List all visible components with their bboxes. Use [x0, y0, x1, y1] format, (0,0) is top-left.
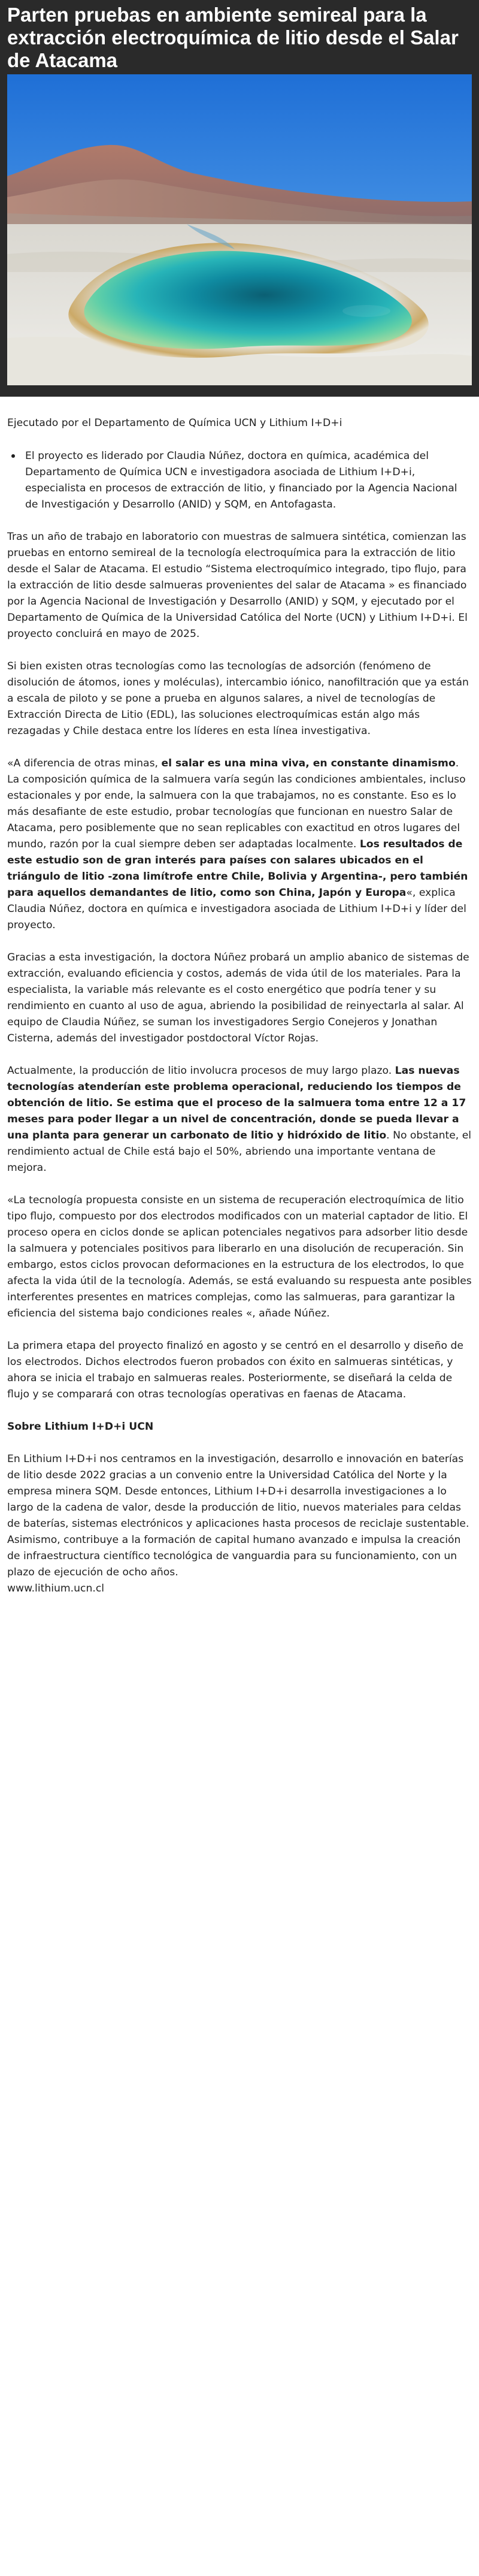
highlight-item: El proyecto es liderado por Claudia Núñez, doctora en química, académica del Departamento de Química UCN e investigadora asociada de Lithium I+D+i, especialista en procesos de extracción de litio, y financiado por la Agencia Nacional de Investigación y Desarrollo (ANID) y SQM, en Antofagasta.: [20, 448, 472, 513]
paragraph-7: La primera etapa del proyecto finalizó en agosto y se centró en el desarrollo y diseño de los electrodos. Dichos electrodos fueron probados con éxito en salmueras sintéticas, y ahora se inicia el trabajo en salmueras reales. Posteriormente, se diseñará la celda de flujo y se comparará con otras tecnologías operativas en faenas de Atacama.: [7, 1340, 463, 1400]
article-byline: Ejecutado por el Departamento de Química UCN y Lithium I+D+i: [7, 417, 342, 429]
highlight-list: [7, 448, 472, 513]
paragraph-5: [7, 1063, 472, 1176]
article-body: [0, 397, 479, 1597]
paragraph-8: En Lithium I+D+i nos centramos en la investigación, desarrollo e innovación en baterías de litio desde 2022 gracias a un convenio entre la Universidad Católica del Norte y la empresa minera SQM. Desde entonces, Lithium I+D+i desarrolla investigaciones a lo largo de la cadena de valor, desde la producción de litio, nuevos materiales para celdas de baterías, sistemas electrónicos y aplicaciones hasta procesos de reciclaje sustentable. Asimismo, contribuye a la formación de capital humano avanzado e impulsa la creación de infraestructura científico tecnológica de vanguardia para su funcionamiento, con un plazo de ejecución de ocho años.: [7, 1453, 469, 1578]
paragraph-1: Tras un año de trabajo en laboratorio con muestras de salmuera sintética, comienzan las pruebas en entorno semireal de la tecnología electroquímica para la extracción de litio desde el Salar de Atacama. El estudio “Sistema electroquímico integrado, tipo flujo, para la extracción de litio desde salmueras provenientes del salar de Atacama » es financiado por la Agencia Nacional de Investigación y Desarrollo (ANID) y SQM, y ejecutado por el Departamento de Química de la Universidad Católica del Norte (UCN) y Lithium I+D+i. El proyecto concluirá en mayo de 2025.: [7, 531, 468, 640]
salar-lagoon-image: [7, 74, 472, 385]
paragraph-3-c: . La composición química de la salmuera varía según las condiciones ambientales, incluso estacionales y por ende, la salmuera con la que trabajamos, no es constante. Eso es lo más desafiante de este estudio, probar tecnologías que funcionan en nuestro Salar de Atacama, pero posiblemente que no sean replicables con exactitud en otros lugares del mundo, razón por la cual siempre deben ser adaptadas localmente.: [7, 757, 466, 850]
paragraph-2: Si bien existen otras tecnologías como las tecnologías de adsorción (fenómeno de disolución de átomos, iones y moléculas), intercambio iónico, nanofiltración que ya están a escala de piloto y se pone a prueba en algunos salares, a nivel de tecnologías de Extracción Directa de Litio (EDL), las soluciones electroquímicas están algo más rezagadas y Chile destaca entre los líderes en esta línea investigativa.: [7, 660, 469, 737]
paragraph-3-bold-1: el salar es una mina viva, en constante dinamismo: [161, 757, 456, 769]
paragraph-5-bold: Las nuevas tecnologías atenderían este problema operacional, reduciendo los tiempos de obtención de litio. Se estima que el proceso de la salmuera toma entre 12 a 17 meses para poder llegar a un nivel de concentración, donde se pueda llevar a una planta para generar un carbonato de litio y hidróxido de litio: [7, 1065, 466, 1141]
article-header: [0, 0, 479, 397]
article-photo: [7, 74, 472, 385]
paragraph-5-c: . No obstante, el rendimiento actual de Chile está bajo el 50%, abriendo una importante ventana de mejora.: [7, 1130, 472, 1174]
paragraph-3: [7, 756, 472, 934]
paragraph-4: Gracias a esta investigación, la doctora Núñez probará un amplio abanico de sistemas de extracción, evaluando eficiencia y costos, además de vida útil de los materiales. Para la especialista, la variable más relevante es el costo energético que podría tener y su rendimiento en cuanto al uso de agua, abriendo la posibilidad de reinyectarla al salar. Al equipo de Claudia Núñez, se suman los investigadores Sergio Conejeros y Jonathan Cisterna, además del investigador postdoctoral Víctor Rojas.: [7, 952, 469, 1044]
paragraph-6: «La tecnología propuesta consiste en un sistema de recuperación electroquímica de litio tipo flujo, compuesto por dos electrodos modificados con un material captador de litio. El proceso opera en ciclos donde se aplican potenciales negativos para adsorber litio desde la salmuera y potenciales positivos para liberarlo en una disolución de recuperación. Sin embargo, estos ciclos provocan deformaciones en la estructura de los electrodos, lo que afecta la vida útil de la tecnología. Además, se está evaluando su respuesta ante posibles interferentes presentes en matrices complejas, como las salmueras, para garantizar la eficiencia del sistema bajo condiciones reales «, añade Núñez.: [7, 1194, 472, 1319]
website-link[interactable]: www.lithium.ucn.cl: [7, 1583, 105, 1594]
paragraph-3-a: «A diferencia de otras minas,: [7, 757, 162, 769]
paragraph-3-e: «, explica Claudia Núñez, doctora en química e investigadora asociada de Lithium I+D+i y líder del proyecto.: [7, 887, 466, 931]
about-heading: Sobre Lithium I+D+i UCN: [7, 1421, 154, 1433]
article-title: Parten pruebas en ambiente semireal para la extracción electroquímica de litio desde el Salar de Atacama: [7, 4, 459, 71]
paragraph-5-a: Actualmente, la producción de litio involucra procesos de muy largo plazo.: [7, 1065, 395, 1077]
paragraph-3-bold-2: Los resultados de este estudio son de gran interés para países con salares ubicados en el triángulo de litio -zona limítrofe entre Chile, Bolivia y Argentina-, pero también para aquellos demandantes de litio, como son China, Japón y Europa: [7, 838, 468, 899]
